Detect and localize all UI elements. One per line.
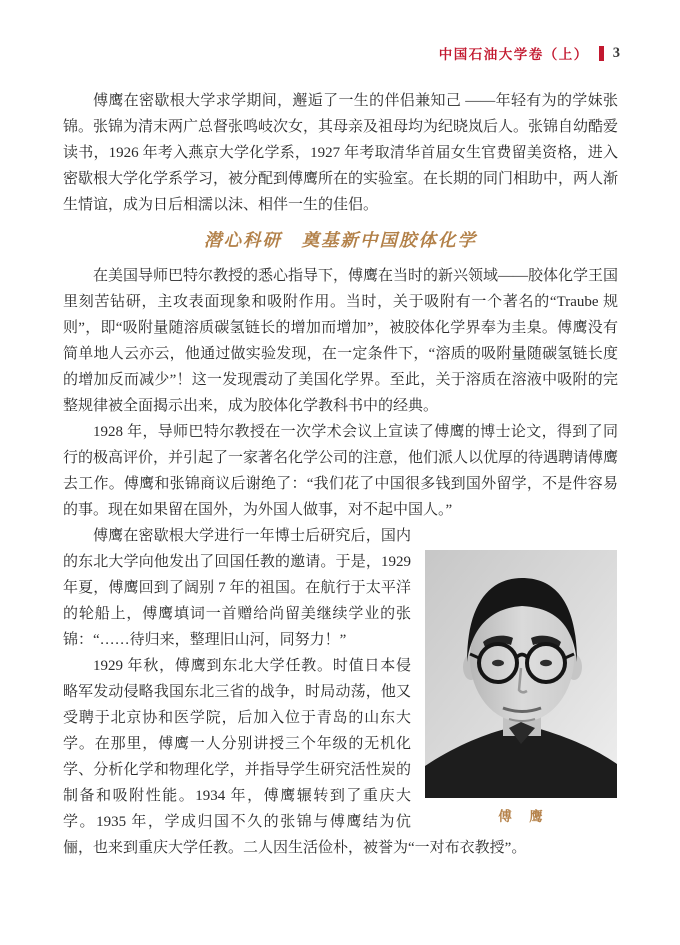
paragraph-colloid-research: 在美国导师巴特尔教授的悉心指导下，傅鹰在当时的新兴领域——胶体化学王国里刻苦钻研，主攻表面现象和吸附作用。当时，关于吸附有一个著名的“Traube 规则”，即“吸附量随溶质碳氢链长的增加而增加”，被胶体化学界奉为圭臬。傅鹰没有简单地人云亦云，他通过做实验发现，在一定条件下，“溶质的吸附量随碳氢链长度的增加反而减少”！这一发现震动了美国化学界。至此，关于溶质在溶液中吸附的完整规律被全面揭示出来，成为胶体化学教科书中的经典。 <box>63 268 619 414</box>
paragraph-meeting-zhangjin: 傅鹰在密歇根大学求学期间，邂逅了一生的伴侣兼知己 ——年轻有为的学妹张锦。张锦为清末两广总督张鸣岐次女，其母亲及祖母均为纪晓岚后人。张锦自幼酷爱读书，1926 年考入燕京大学化学系，1927 年考取清华首届女生官费留美资格，进入密歇根大学化学系学习，被分配到傅鹰所在的实验室。在长期的同门相助中，两人渐生情谊，成为日后相濡以沫、相伴一生的佳侣。 <box>63 93 619 213</box>
paragraph-teaching-career: 1929 年秋，傅鹰到东北大学任教。时值日本侵略军发动侵略我国东北三省的战争，时局动荡，他又受聘于北京协和医学院，后加入位于青岛的山东大学。在那里，傅鹰一人分别讲授三个年级的无机化学、分析化学和物理化学，并指导学生研究活性炭的制备和吸附性能。1934 年，傅鹰辗转到了重庆大学。1935 年，学成归国不久的张锦与傅鹰结为伉俪，也来到重庆大学任教。二人因生活俭朴，被誉为“一对布衣教授”。 <box>63 658 527 856</box>
header-divider-bar <box>599 46 604 61</box>
paragraph-return-voyage: 傅鹰在密歇根大学进行一年博士后研究后，国内的东北大学向他发出了回国任教的邀请。于是，1929 年夏，傅鹰回到了阔别 7 年的祖国。在航行于太平洋的轮船上，傅鹰填词一首赠给尚留美继续学业的张锦：“……待归来，整理旧山河，同努力！” <box>63 528 411 648</box>
fu-ying-portrait-photo <box>425 550 617 798</box>
portrait-figure <box>425 550 618 825</box>
photo-caption: 傅 鹰 <box>498 809 545 824</box>
running-header <box>0 0 680 62</box>
paragraph-doctoral-thesis: 1928 年，导师巴特尔教授在一次学术会议上宣读了傅鹰的博士论文，得到了同行的极高评价，并引起了一家著名化学公司的注意，他们派人以优厚的待遇聘请傅鹰去工作。傅鹰和张锦商议后谢绝了：“我们花了中国很多钱到国外留学，不是件容易的事。现在如果留在国外，为外国人做事，对不起中国人。” <box>63 424 619 518</box>
page-body <box>0 62 680 861</box>
left-eye <box>492 660 504 666</box>
page-number: 3 <box>612 44 620 61</box>
paragraph-return-to-china-block <box>63 523 618 861</box>
section-heading: 潜心科研 奠基新中国胶体化学 <box>204 230 477 250</box>
volume-title: 中国石油大学卷（上） <box>438 47 589 62</box>
right-eye <box>540 660 552 666</box>
